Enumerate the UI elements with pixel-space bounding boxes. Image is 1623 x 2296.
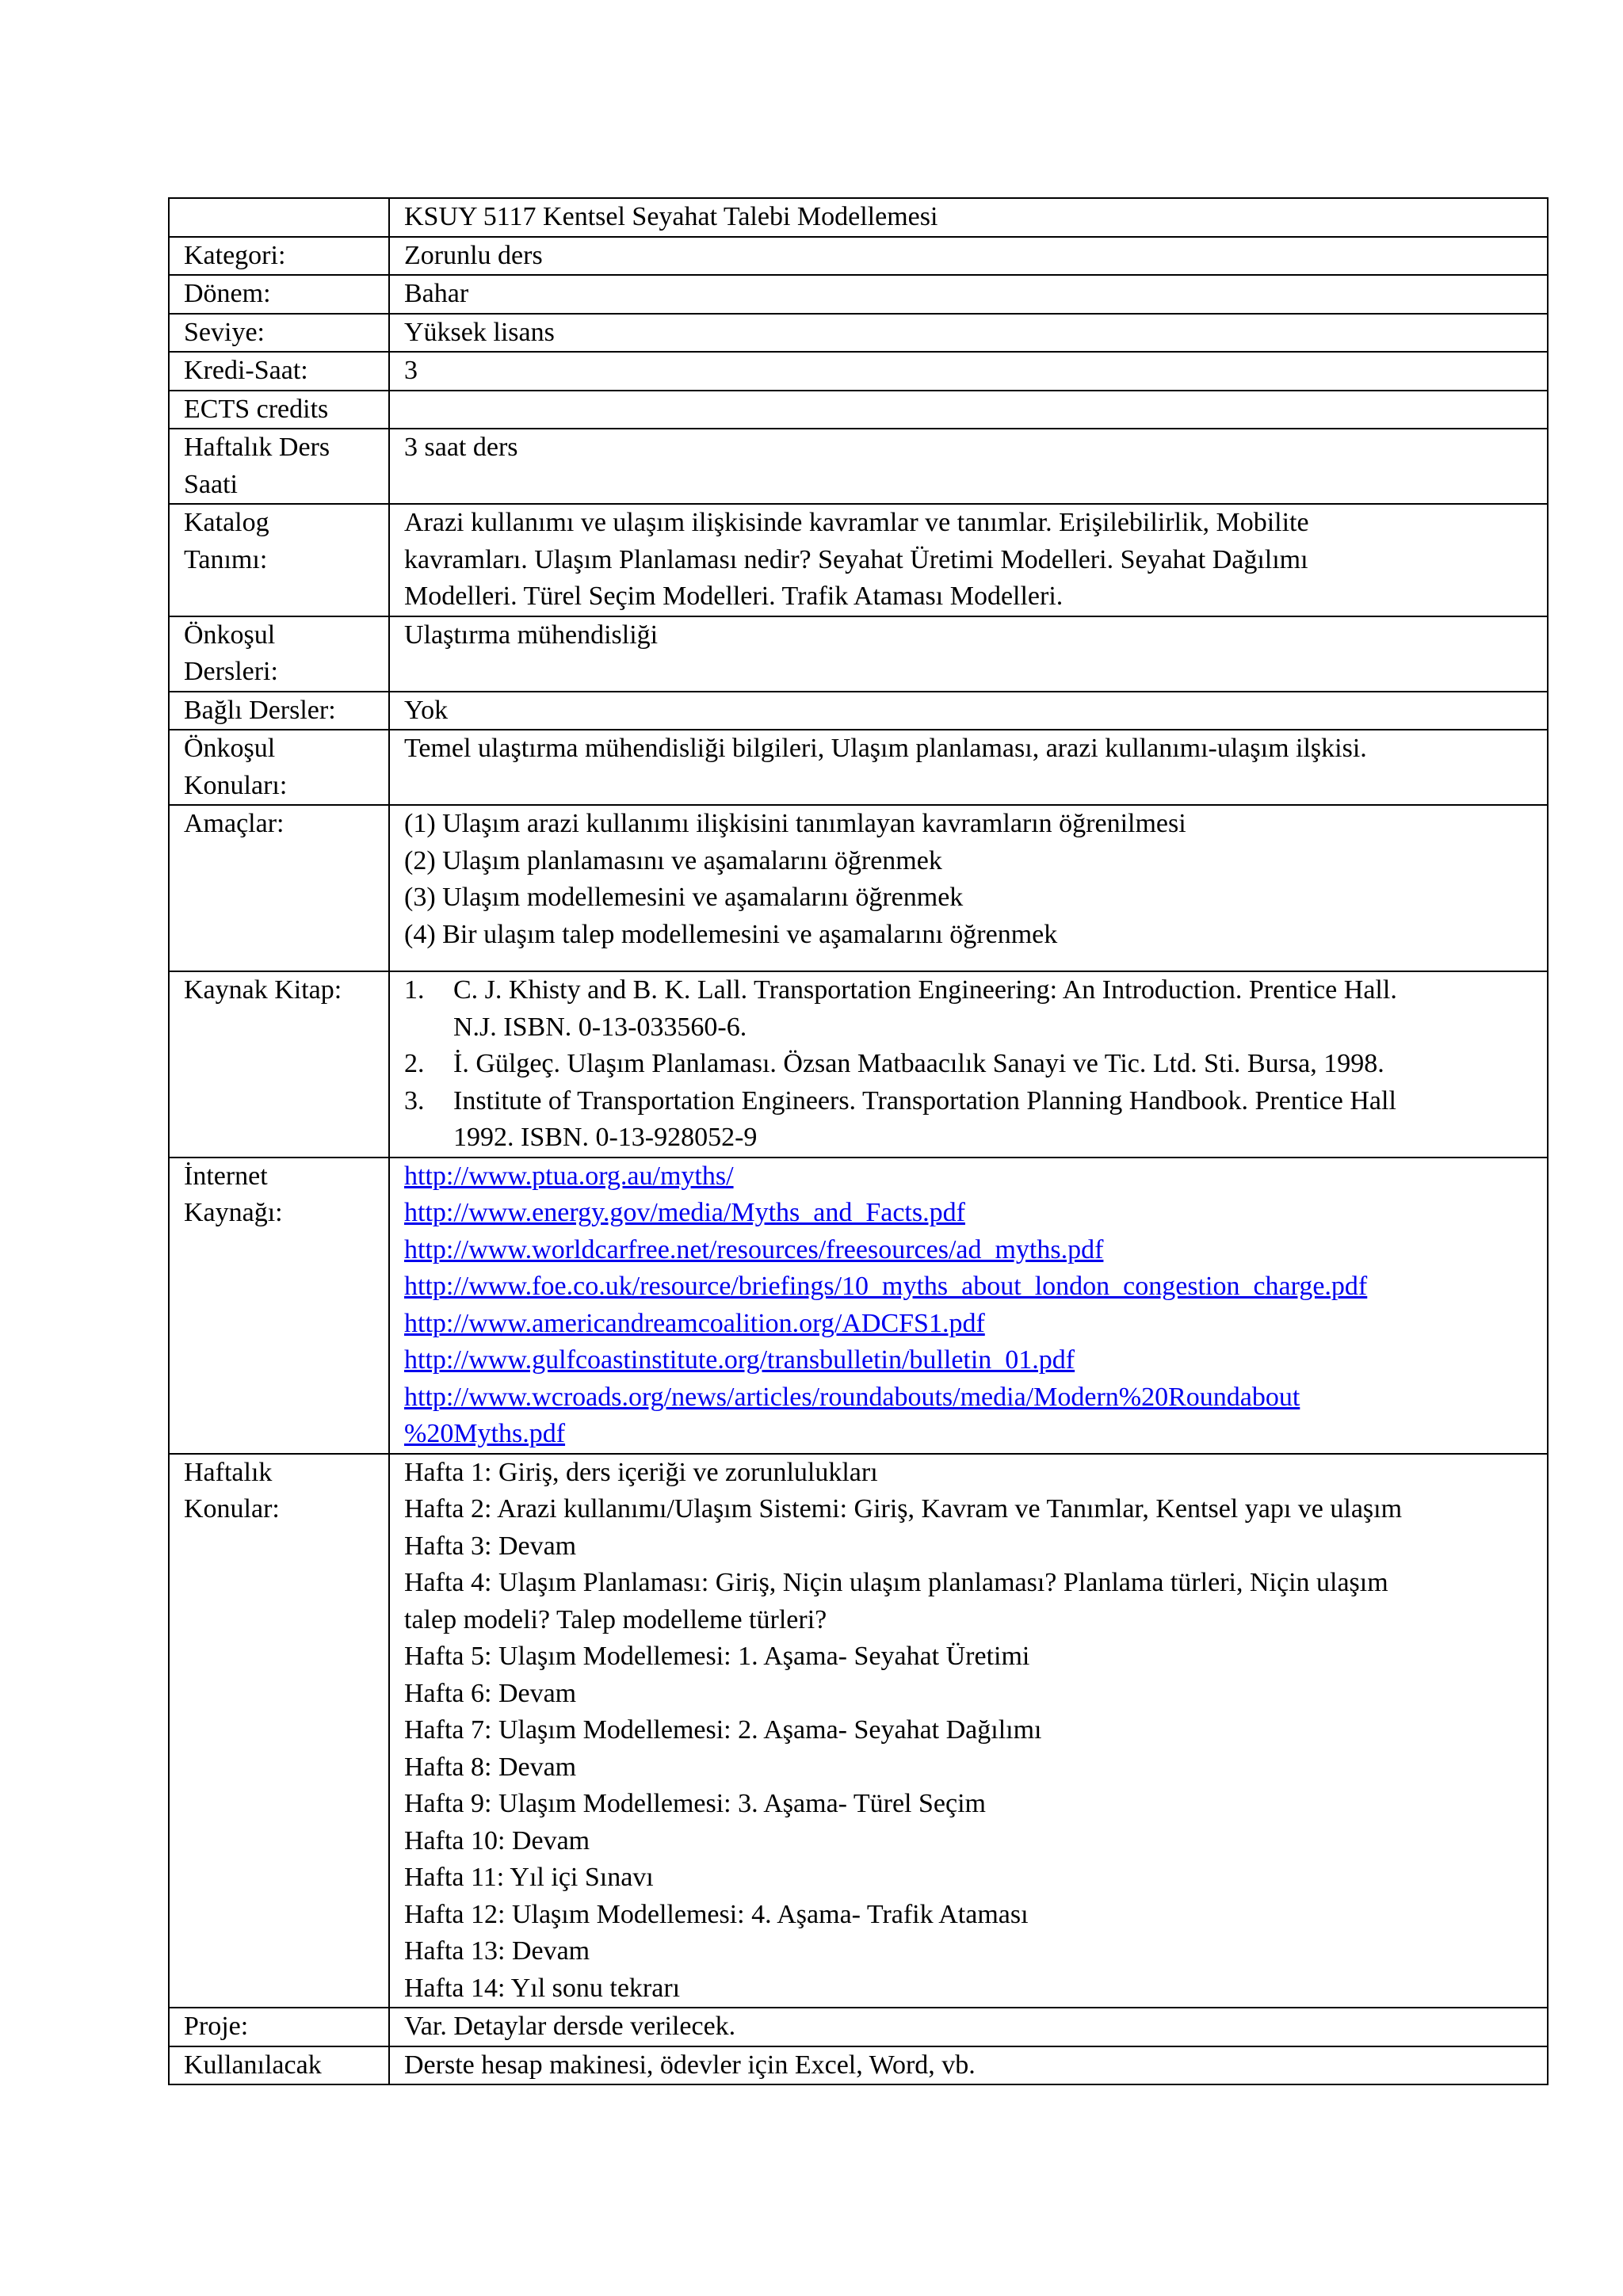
course-info-table [168, 197, 1549, 2085]
row-weekly-hours [169, 429, 1548, 504]
ects-label: ECTS credits [169, 391, 389, 429]
internet-link[interactable]: http://www.ptua.org.au/myths/ [404, 1161, 734, 1191]
weekly-topics-label: Haftalık Konular: [169, 1454, 389, 2008]
course-sheet [168, 197, 1547, 2085]
catalog-line: Arazi kullanımı ve ulaşım ilişkisinde kavramlar ve tanımlar. Erişilebilirlik, Mobilite [404, 508, 1309, 537]
prereq-topics-label: Önkoşul Konuları: [169, 730, 389, 805]
week-item: Hafta 14: Yıl sonu tekrarı [404, 1973, 681, 2003]
internet-link[interactable]: http://www.gulfcoastinstitute.org/transbulletin/bulletin_01.pdf [404, 1345, 1075, 1375]
catalog-description [389, 504, 1548, 616]
credit-label: Kredi-Saat: [169, 352, 389, 391]
project-label: Proje: [169, 2008, 389, 2046]
category-label: Kategori: [169, 237, 389, 276]
row-internet [169, 1158, 1548, 1454]
project-value: Var. Detaylar dersde verilecek. [389, 2008, 1548, 2046]
objective-item: (1) Ulaşım arazi kullanımı ilişkisini tanımlayan kavramların öğrenilmesi [404, 809, 1186, 838]
week-item: Hafta 2: Arazi kullanımı/Ulaşım Sistemi: Giriş, Kavram ve Tanımlar, Kentsel yapı ve ulaşım [404, 1494, 1403, 1524]
objectives-label: Amaçlar: [169, 805, 389, 971]
level-value: Yüksek lisans [389, 314, 1548, 353]
row-category [169, 237, 1548, 276]
textbook-item: 2. İ. Gülgeç. Ulaşım Planlaması. Özsan Matbaacılık Sanayi ve Tic. Ltd. Sti. Bursa, 1998. [404, 1049, 1384, 1078]
row-project [169, 2008, 1548, 2046]
internet-link[interactable]: %20Myths.pdf [404, 1419, 566, 1448]
internet-link[interactable]: http://www.energy.gov/media/Myths_and_Facts.pdf [404, 1198, 965, 1227]
weekly-hours-label: Haftalık Ders Saati [169, 429, 389, 504]
row-textbooks [169, 971, 1548, 1158]
row-objectives [169, 805, 1548, 971]
weekly-hours-value: 3 saat ders [389, 429, 1548, 504]
row-term [169, 275, 1548, 314]
week-item: Hafta 3: Devam [404, 1531, 577, 1561]
week-item: Hafta 7: Ulaşım Modellemesi: 2. Aşama- Seyahat Dağılımı [404, 1715, 1042, 1745]
catalog-line: Modelleri. Türel Seçim Modelleri. Trafik Ataması Modelleri. [404, 582, 1064, 611]
tools-label: Kullanılacak [169, 2046, 389, 2085]
internet-link[interactable]: http://www.americandreamcoalition.org/ADCFS1.pdf [404, 1308, 985, 1338]
week-item: Hafta 6: Devam [404, 1678, 577, 1708]
linked-courses-label: Bağlı Dersler: [169, 692, 389, 730]
linked-courses-value: Yok [389, 692, 1548, 730]
tools-value: Derste hesap makinesi, ödevler için Excel, Word, vb. [389, 2046, 1548, 2085]
prereq-topics-value: Temel ulaştırma mühendisliği bilgileri, Ulaşım planlaması, arazi kullanımı-ulaşım ilşkisi. [389, 730, 1548, 805]
row-title [169, 198, 1548, 237]
level-label: Seviye: [169, 314, 389, 353]
internet-label: İnternet Kaynağı: [169, 1158, 389, 1454]
row-weekly-topics [169, 1454, 1548, 2008]
credit-value: 3 [389, 352, 1548, 391]
category-value: Zorunlu ders [389, 237, 1548, 276]
objective-item: (3) Ulaşım modellemesini ve aşamalarını öğrenmek [404, 883, 964, 912]
term-label: Dönem: [169, 275, 389, 314]
ects-value [389, 391, 1548, 429]
textbook-item: 1. C. J. Khisty and B. K. Lall. Transportation Engineering: An Introduction. Prentice Hall. N.J. ISBN. 0-13-033560-6. [404, 975, 1397, 1042]
course-title: KSUY 5117 Kentsel Seyahat Talebi Modellemesi [389, 198, 1548, 237]
week-item: Hafta 12: Ulaşım Modellemesi: 4. Aşama- Trafik Ataması [404, 1899, 1029, 1929]
week-item: Hafta 13: Devam [404, 1936, 590, 1966]
internet-links [389, 1158, 1548, 1454]
term-value: Bahar [389, 275, 1548, 314]
row-credit [169, 352, 1548, 391]
row-catalog [169, 504, 1548, 616]
objective-item: (4) Bir ulaşım talep modellemesini ve aşamalarını öğrenmek [404, 919, 1058, 949]
internet-link[interactable]: http://www.foe.co.uk/resource/briefings/10_myths_about_london_congestion_charge.pdf [404, 1272, 1368, 1301]
row-level [169, 314, 1548, 353]
week-item: Hafta 5: Ulaşım Modellemesi: 1. Aşama- Seyahat Üretimi [404, 1642, 1030, 1671]
week-item: Hafta 11: Yıl içi Sınavı [404, 1863, 654, 1892]
week-item: Hafta 8: Devam [404, 1752, 577, 1782]
objectives-list [389, 805, 1548, 971]
textbook-list [389, 971, 1548, 1158]
week-item: Hafta 1: Giriş, ders içeriği ve zorunlulukları [404, 1457, 878, 1487]
row-prereq-courses [169, 616, 1548, 692]
row-tools [169, 2046, 1548, 2085]
row-prereq-topics [169, 730, 1548, 805]
row-ects [169, 391, 1548, 429]
row-linked-courses [169, 692, 1548, 730]
textbook-label: Kaynak Kitap: [169, 971, 389, 1158]
weekly-topics-list [389, 1454, 1548, 2008]
internet-link[interactable]: http://www.worldcarfree.net/resources/freesources/ad_myths.pdf [404, 1234, 1104, 1264]
catalog-label: Katalog Tanımı: [169, 504, 389, 616]
week-item: Hafta 9: Ulaşım Modellemesi: 3. Aşama- Türel Seçim [404, 1789, 986, 1818]
textbook-item: 3. Institute of Transportation Engineers. Transportation Planning Handbook. Prentice Hall 1992. ISBN. 0-13-928052-9 [404, 1085, 1396, 1152]
prereq-courses-value: Ulaştırma mühendisliği [389, 616, 1548, 692]
objective-item: (2) Ulaşım planlamasını ve aşamalarını öğrenmek [404, 845, 942, 875]
internet-link[interactable]: http://www.wcroads.org/news/articles/roundabouts/media/Modern%20Roundabout [404, 1382, 1300, 1412]
row-title-label [169, 198, 389, 237]
week-item: talep modeli? Talep modelleme türleri? [404, 1604, 827, 1634]
week-item: Hafta 4: Ulaşım Planlaması: Giriş, Niçin ulaşım planlaması? Planlama türleri, Niçin ulaşım [404, 1568, 1388, 1597]
prereq-courses-label: Önkoşul Dersleri: [169, 616, 389, 692]
catalog-line: kavramları. Ulaşım Planlaması nedir? Seyahat Üretimi Modelleri. Seyahat Dağılımı [404, 544, 1308, 574]
week-item: Hafta 10: Devam [404, 1825, 590, 1855]
